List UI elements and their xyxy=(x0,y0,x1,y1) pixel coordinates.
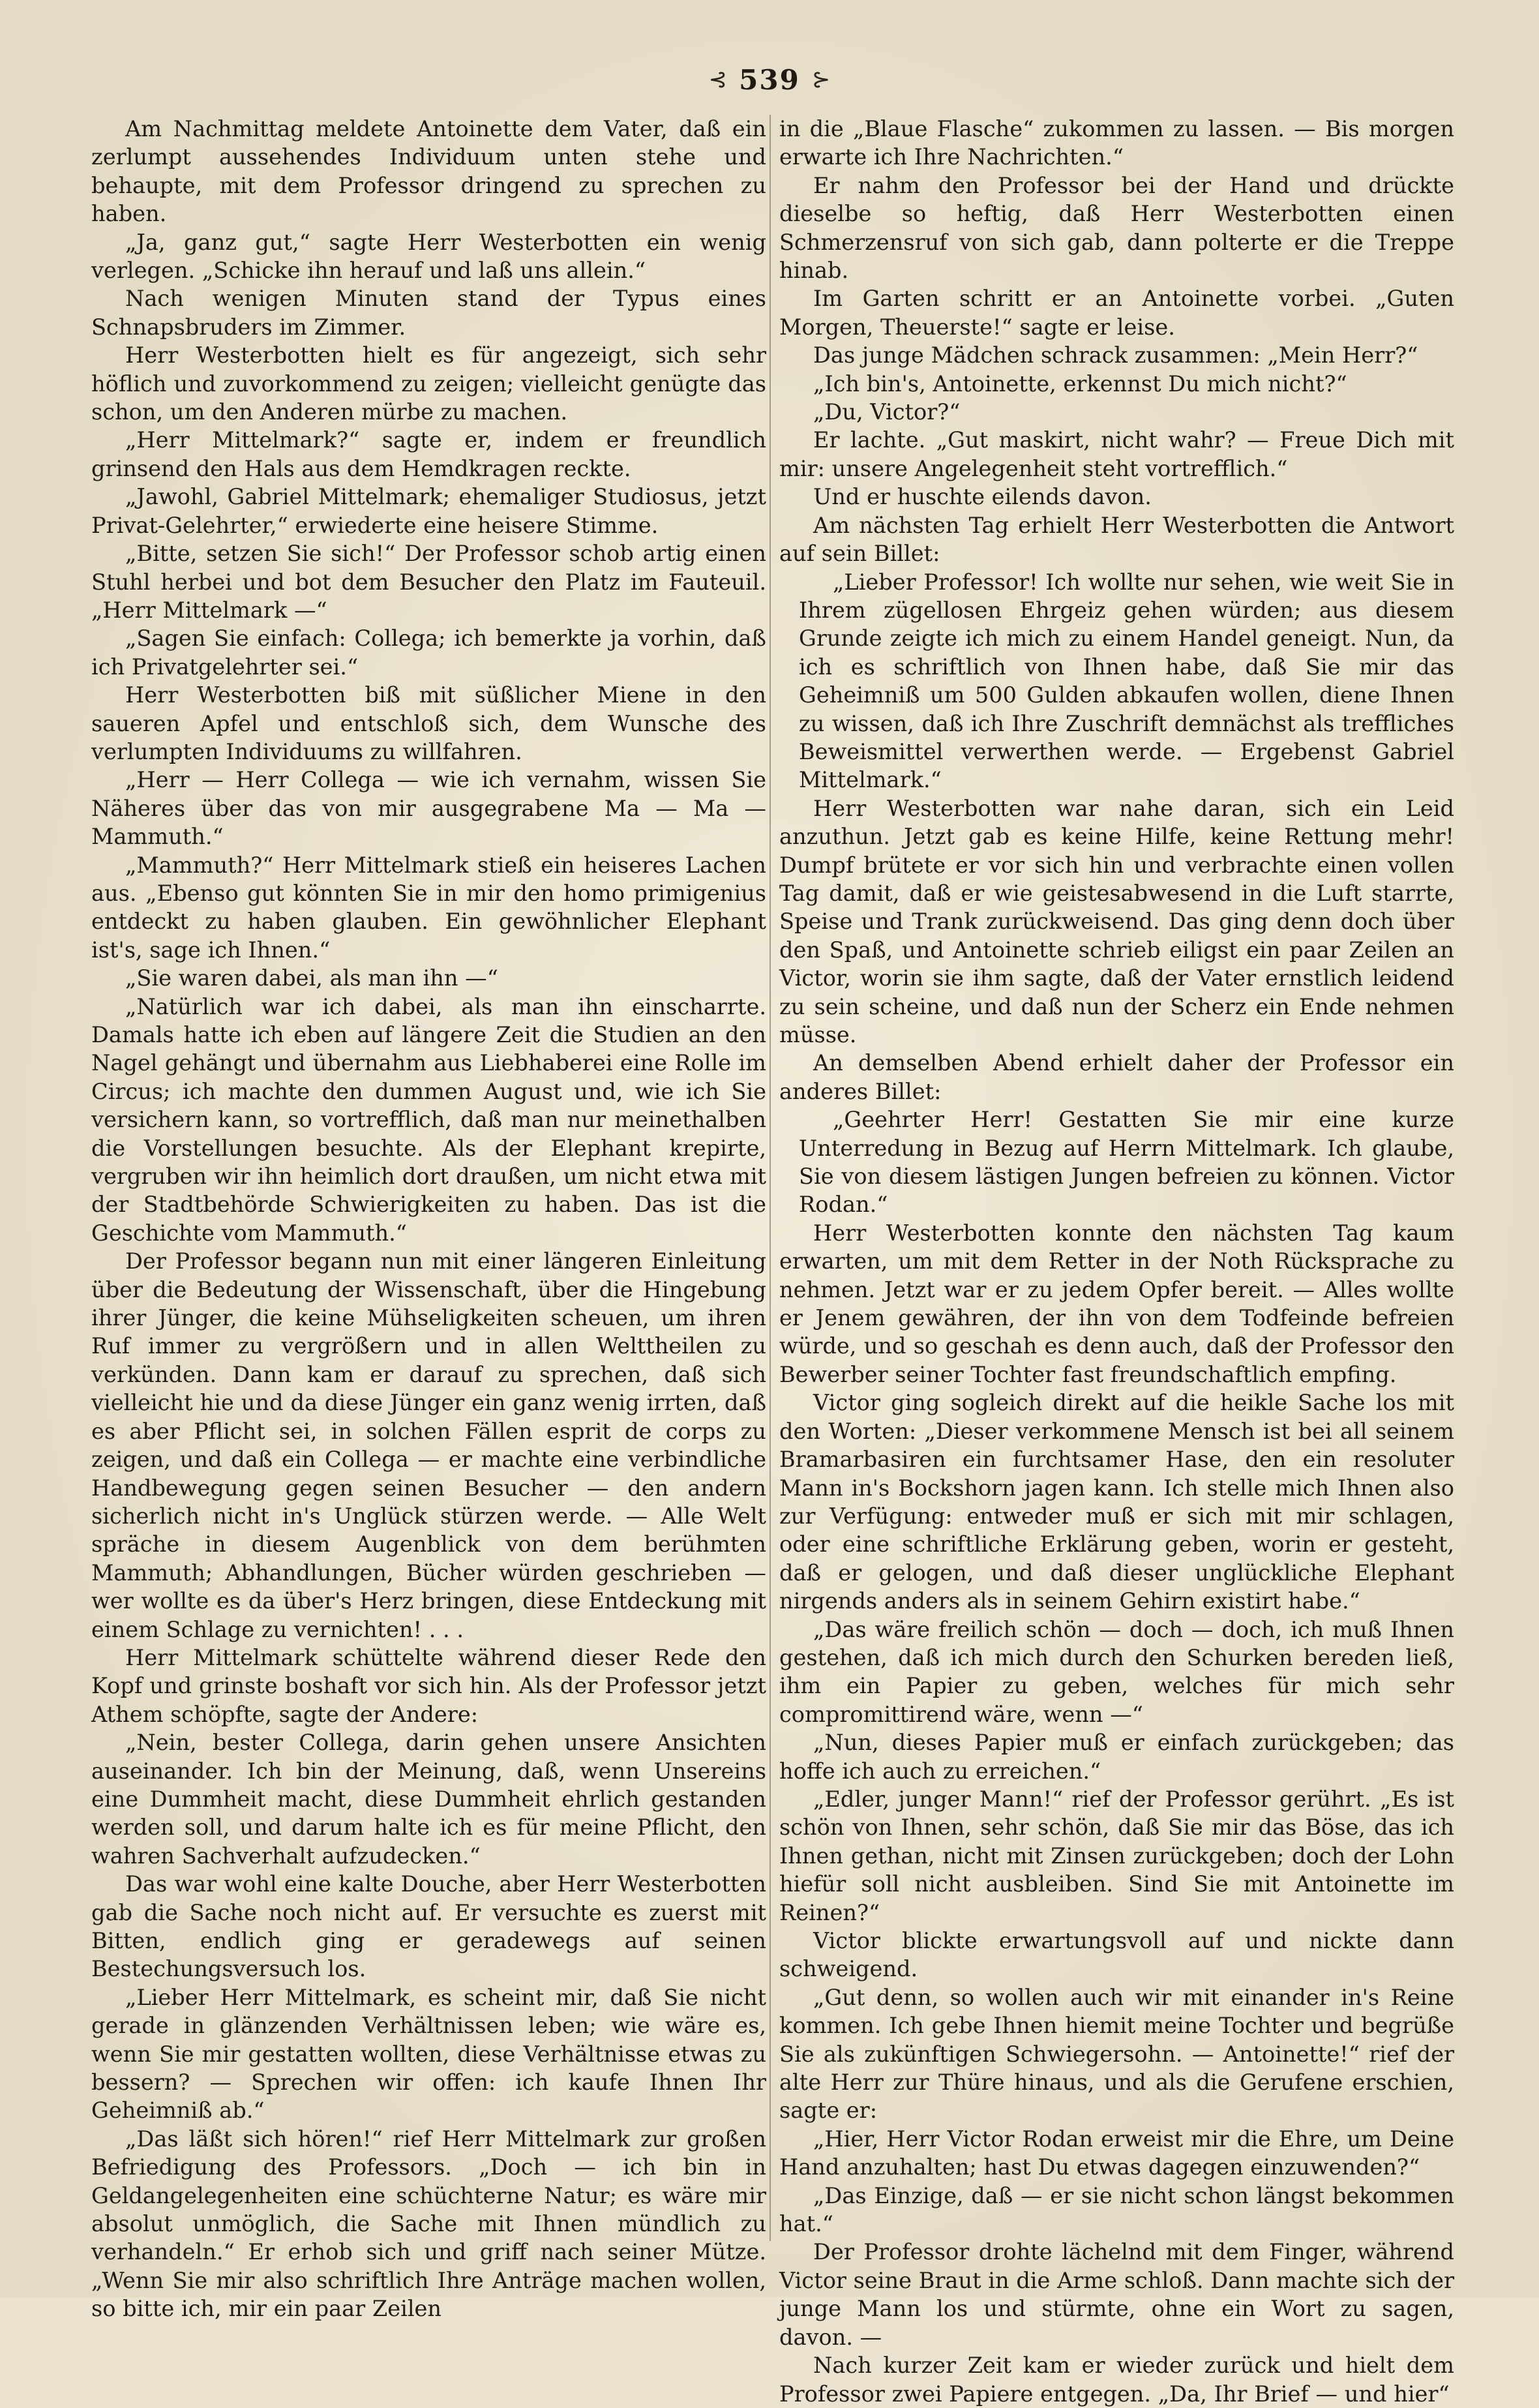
paragraph: „Sie waren dabei, als man ihn —“ xyxy=(125,965,498,991)
paragraph: „Hier, Herr Victor Rodan erweist mir die Ehre, um Deine Hand anzuhalten; hast Du etwas dagegen einzuwenden?“ xyxy=(779,2126,1454,2180)
paragraph: Und er huschte eilends davon. xyxy=(813,484,1152,510)
paragraph: Herr Mittelmark schüttelte während dieser Rede den Kopf und grinste boshaft vor sich hin. Als der Professor jetzt Athem schöpfte, sagte der Andere: xyxy=(91,1644,766,1727)
paragraph: „Edler, junger Mann!“ rief der Professor gerührt. „Es ist schön von Ihnen, sehr schön, daß Sie mir das Böse, das ich Ihnen gethan, nicht mit Zinsen zurückgeben; doch der Lohn hiefür soll nicht ausbleiben. Sind Sie mit Antoinette im Reinen?“ xyxy=(779,1786,1454,1925)
paragraph: „Sagen Sie einfach: Collega; ich bemerkte ja vorhin, daß ich Privatgelehrter sei.“ xyxy=(91,625,766,680)
letter-paragraph: „Geehrter Herr! Gestatten Sie mir eine kurze Unterredung in Bezug auf Herrn Mittelmark. Ich glaube, Sie von diesem lästigen Jungen befreien zu können. Victor Rodan.“ xyxy=(799,1107,1454,1218)
paragraph: Das junge Mädchen schrack zusammen: „Mein Herr?“ xyxy=(813,342,1418,369)
paragraph: „Jawohl, Gabriel Mittelmark; ehemaliger Studiosus, jetzt Privat-Gelehrter,“ erwiederte eine heisere Stimme. xyxy=(91,484,766,538)
paragraph: Am nächsten Tag erhielt Herr Westerbotten die Antwort auf sein Billet: xyxy=(779,512,1454,567)
paragraph: „Ich bin's, Antoinette, erkennst Du mich nicht?“ xyxy=(813,370,1347,397)
paragraph: Herr Westerbotten war nahe daran, sich ein Leid anzuthun. Jetzt gab es keine Hilfe, keine Rettung mehr! Dumpf brütete er vor sich hin und verbrachte einen vollen Tag damit, daß er wie geistesabwesend in die Luft starrte, Speise und Trank zurückweisend. Das ging denn doch über den Spaß, und Antoinette schrieb eiligst ein paar Zeilen an Victor, worin sie ihm sagte, daß der Vater ernstlich leidend zu sein scheine, und daß nun der Scherz ein Ende nehmen müsse. xyxy=(779,795,1454,1047)
paragraph: Der Professor begann nun mit einer längeren Einleitung über die Bedeutung der Wissenschaft, über die Hingebung ihrer Jünger, die keine Mühseligkeiten scheuen, um ihren Ruf immer zu vergrößern und in allen Welttheilen zu verkünden. Dann kam er darauf zu sprechen, daß sich vielleicht hie und da diese Jünger ein ganz wenig irrten, daß es aber Pflicht sei, in solchen Fällen esprit de corps zu zeigen, und daß ein Collega — er machte eine verbindliche Handbewegung gegen seinen Besucher — den andern sicherlich nicht in's Unglück stürzen werde. — Alle Welt spräche in diesem Augenblick von dem berühmten Mammuth; Abhandlungen, Bücher würden geschrieben — wer wollte es da über's Herz bringen, diese Entdeckung mit einem Schlage zu vernichten! . . . xyxy=(91,1248,766,1642)
left-column xyxy=(91,115,766,2322)
paragraph: Herr Westerbotten hielt es für angezeigt, sich sehr höflich und zuvorkommend zu zeigen; vielleicht genügte das schon, um den Anderen mürbe zu machen. xyxy=(91,342,766,425)
paragraph: „Das Einzige, daß — er sie nicht schon längst bekommen hat.“ xyxy=(779,2182,1454,2237)
paragraph: Das war wohl eine kalte Douche, aber Herr Westerbotten gab die Sache noch nicht auf. Er versuchte es zuerst mit Bitten, endlich ging er geradewegs auf seinen Bestechungsversuch los. xyxy=(91,1871,766,1982)
paragraph: „Mammuth?“ Herr Mittelmark stieß ein heiseres Lachen aus. „Ebenso gut könnten Sie in mir den homo primigenius entdeckt zu haben glauben. Ein gewöhnlicher Elephant ist's, sage ich Ihnen.“ xyxy=(91,852,766,963)
paragraph: Nach wenigen Minuten stand der Typus eines Schnapsbruders im Zimmer. xyxy=(91,286,766,340)
column-divider xyxy=(770,115,771,2241)
paragraph: Victor ging sogleich direkt auf die heikle Sache los mit den Worten: „Dieser verkommene Mensch ist bei all seinem Bramarbasiren ein furchtsamer Hase, den ein resoluter Mann in's Bockshorn jagen kann. Ich stelle mich Ihnen also zur Verfügung: entweder muß er sich mit mir schlagen, oder eine schriftliche Erklärung geben, worin er gesteht, daß er gelogen, und daß dieser unglückliche Elephant nirgends anders als in seinem Gehirn existirt habe.“ xyxy=(779,1390,1454,1614)
ornament-right-icon: ⊱ xyxy=(811,67,831,93)
right-column xyxy=(779,115,1454,2407)
paragraph: „Nein, bester Collega, darin gehen unsere Ansichten auseinander. Ich bin der Meinung, daß, wenn Unsereins eine Dummheit macht, diese Dummheit ehrlich gestanden werden soll, und darum halte ich es für meine Pflicht, den wahren Sachverhalt aufzudecken.“ xyxy=(91,1730,766,1869)
paragraph: An demselben Abend erhielt daher der Professor ein anderes Billet: xyxy=(779,1050,1454,1104)
paragraph: Nach kurzer Zeit kam er wieder zurück und hielt dem Professor zwei Papiere entgegen. „Da, Ihr Brief — und hier“ xyxy=(779,2353,1454,2407)
paragraph: „Das wäre freilich schön — doch — doch, ich muß Ihnen gestehen, daß ich mich durch den Schurken bereden ließ, ihm ein Papier zu geben, welches für mich sehr compromittirend wäre, wenn —“ xyxy=(779,1616,1454,1727)
paragraph: „Ja, ganz gut,“ sagte Herr Westerbotten ein wenig verlegen. „Schicke ihn herauf und laß uns allein.“ xyxy=(91,229,766,284)
paragraph: „Herr — Herr Collega — wie ich vernahm, wissen Sie Näheres über das von mir ausgegrabene Ma — Ma — Mammuth.“ xyxy=(91,767,766,850)
paragraph: „Du, Victor?“ xyxy=(813,399,961,425)
paragraph: Im Garten schritt er an Antoinette vorbei. „Guten Morgen, Theuerste!“ sagte er leise. xyxy=(779,286,1454,340)
paragraph: „Nun, dieses Papier muß er einfach zurückgeben; das hoffe ich auch zu erreichen.“ xyxy=(779,1730,1454,1784)
paragraph: Herr Westerbotten biß mit süßlicher Miene in den saueren Apfel und entschloß sich, dem Wunsche des verlumpten Individuums zu willfahren. xyxy=(91,682,766,764)
paragraph: „Herr Mittelmark?“ sagte er, indem er freundlich grinsend den Hals aus dem Hemdkragen reckte. xyxy=(91,427,766,481)
page-header xyxy=(652,60,887,99)
page-number: 539 xyxy=(739,63,800,96)
paragraph: Am Nachmittag meldete Antoinette dem Vater, daß ein zerlumpt aussehendes Individuum unten stehe und behaupte, mit dem Professor dringend zu sprechen zu haben. xyxy=(91,116,766,227)
paragraph: „Das läßt sich hören!“ rief Herr Mittelmark zur großen Befriedigung des Professors. „Doch — ich bin in Geldangelegenheiten eine schüchterne Natur; es wäre mir absolut unmöglich, die Sache mit Ihnen mündlich zu verhandeln.“ Er erhob sich und griff nach seiner Mütze. „Wenn Sie mir also schriftlich Ihre Anträge machen wollen, so bitte ich, mir ein paar Zeilen xyxy=(91,2126,766,2322)
paragraph: „Lieber Herr Mittelmark, es scheint mir, daß Sie nicht gerade in glänzenden Verhältnissen leben; wie wäre es, wenn Sie mir gestatten wollten, diese Verhältnisse etwas zu bessern? — Sprechen wir offen: ich kaufe Ihnen Ihr Geheimniß ab.“ xyxy=(91,1984,766,2124)
paragraph: Der Professor drohte lächelnd mit dem Finger, während Victor seine Braut in die Arme schloß. Dann machte sich der junge Mann los und stürmte, ohne ein Wort zu sagen, davon. — xyxy=(779,2239,1454,2350)
paragraph: Er lachte. „Gut maskirt, nicht wahr? — Freue Dich mit mir: unsere Angelegenheit steht vortrefflich.“ xyxy=(779,427,1454,481)
paragraph: Herr Westerbotten konnte den nächsten Tag kaum erwarten, um mit dem Retter in der Noth Rücksprache zu nehmen. Jetzt war er zu jedem Opfer bereit. — Alles wollte er Jenem gewähren, der ihn von dem Todfeinde befreien würde, und so geschah es denn auch, daß der Professor den Bewerber seiner Tochter fast freundschaftlich empfing. xyxy=(779,1220,1454,1387)
paragraph: „Gut denn, so wollen auch wir mit einander in's Reine kommen. Ich gebe Ihnen hiemit meine Tochter und begrüße Sie als zukünftigen Schwiegersohn. — Antoinette!“ rief der alte Herr zur Thüre hinaus, und als die Gerufene erschien, sagte er: xyxy=(779,1984,1454,2124)
paragraph: „Natürlich war ich dabei, als man ihn einscharrte. Damals hatte ich eben auf längere Zeit die Studien an den Nagel gehängt und übernahm aus Liebhaberei eine Rolle im Circus; ich machte den dummen August und, wie ich Sie versichern kann, so vortrefflich, daß man nur meinethalben die Vorstellungen besuchte. Als der Elephant krepirte, vergruben wir ihn heimlich dort draußen, um nicht etwa mit der Stadtbehörde Schwierigkeiten zu haben. Das ist die Geschichte vom Mammuth.“ xyxy=(91,993,766,1246)
paragraph: Victor blickte erwartungsvoll auf und nickte dann schweigend. xyxy=(779,1928,1454,1982)
paragraph: „Bitte, setzen Sie sich!“ Der Professor schob artig einen Stuhl herbei und bot dem Besucher den Platz im Fauteuil. „Herr Mittelmark —“ xyxy=(91,541,766,623)
ornament-left-icon: ⊰ xyxy=(708,67,728,93)
paragraph: Er nahm den Professor bei der Hand und drückte dieselbe so heftig, daß Herr Westerbotten einen Schmerzensruf von sich gab, dann polterte er die Treppe hinab. xyxy=(779,172,1454,284)
paragraph: in die „Blaue Flasche“ zukommen zu lassen. — Bis morgen erwarte ich Ihre Nachrichten.“ xyxy=(779,116,1454,170)
letter-paragraph: „Lieber Professor! Ich wollte nur sehen, wie weit Sie in Ihrem zügellosen Ehrgeiz gehen würden; aus diesem Grunde zeigte ich mich zu einem Handel geneigt. Nun, da ich es schriftlich von Ihnen habe, daß Sie mir das Geheimniß um 500 Gulden abkaufen wollen, diene Ihnen zu wissen, daß ich Ihre Zuschrift demnächst als treffliches Beweismittel verwerthen werde. — Ergebenst Gabriel Mittelmark.“ xyxy=(799,569,1454,793)
